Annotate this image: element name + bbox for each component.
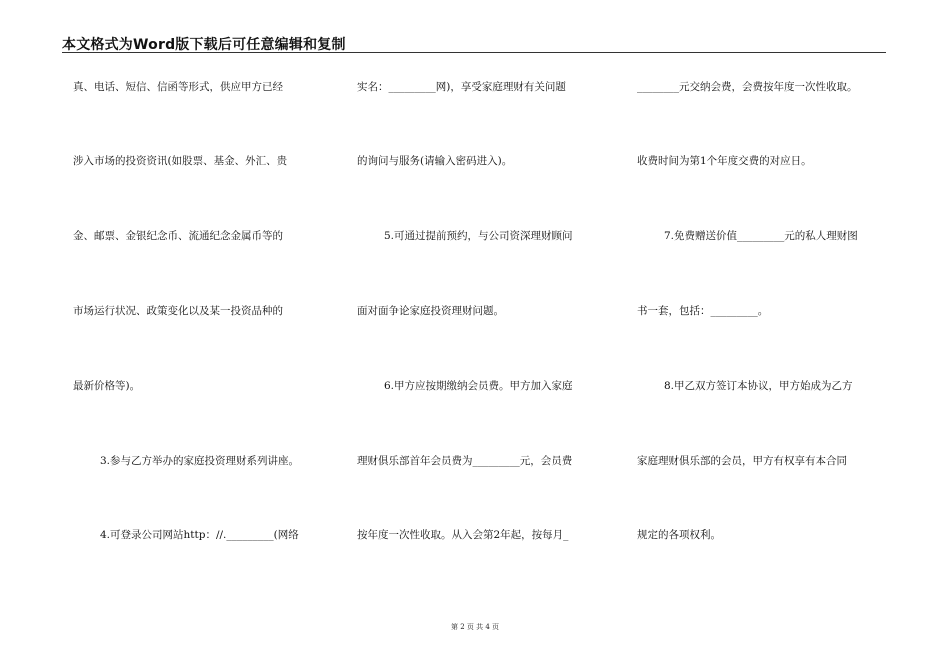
text-line: 8.甲乙双方签订本协议，甲方始成为乙方 [664, 380, 853, 392]
text-column-2 [357, 0, 617, 672]
text-line: 面对面争论家庭投资理财问题。 [357, 305, 504, 317]
text-line: 真、电话、短信、信函等形式，供应甲方已经 [73, 81, 283, 93]
text-column-1 [73, 0, 333, 672]
page-footer [0, 622, 950, 632]
text-line: 规定的各项权利。 [637, 529, 721, 541]
text-line: 书一套，包括：_________。 [637, 305, 769, 317]
text-line: 按年度一次性收取。从入会第2年起，按每月_ [357, 529, 569, 541]
text-line: 7.免费赠送价值_________元的私人理财图 [664, 230, 858, 242]
text-line: 家庭理财俱乐部的会员，甲方有权享有本合同 [637, 455, 847, 467]
text-line: 6.甲方应按期缴纳会员费。甲方加入家庭 [384, 380, 573, 392]
page-number: 第 2 页 共 4 页 [450, 623, 500, 631]
text-column-3 [637, 0, 897, 672]
text-line: 3.参与乙方举办的家庭投资理财系列讲座。 [100, 455, 300, 467]
text-line: 金、邮票、金银纪念币、流通纪念金属币等的 [73, 230, 283, 242]
text-line: 理财俱乐部首年会员费为_________元，会员费 [357, 455, 573, 467]
text-line: 5.可通过提前预约，与公司资深理财顾问 [384, 230, 573, 242]
text-line: 的询问与服务(请输入密码进入)。 [357, 155, 513, 167]
text-line: 实名：_________网)，享受家庭理财有关问题 [357, 81, 566, 93]
text-line: 收费时间为第1个年度交费的对应日。 [637, 155, 812, 167]
text-line: 涉入市场的投资资讯(如股票、基金、外汇、贵 [73, 155, 288, 167]
text-line: 最新价格等)。 [73, 380, 141, 392]
text-line: 4.可登录公司网站http：//._________(网络 [100, 529, 299, 541]
text-line: 市场运行状况、政策变化以及某一投资品种的 [73, 305, 283, 317]
text-line: ________元交纳会费，会费按年度一次性收取。 [637, 81, 858, 93]
header-title: 本文格式为Word版下载后可任意编辑和复制 [62, 37, 346, 53]
